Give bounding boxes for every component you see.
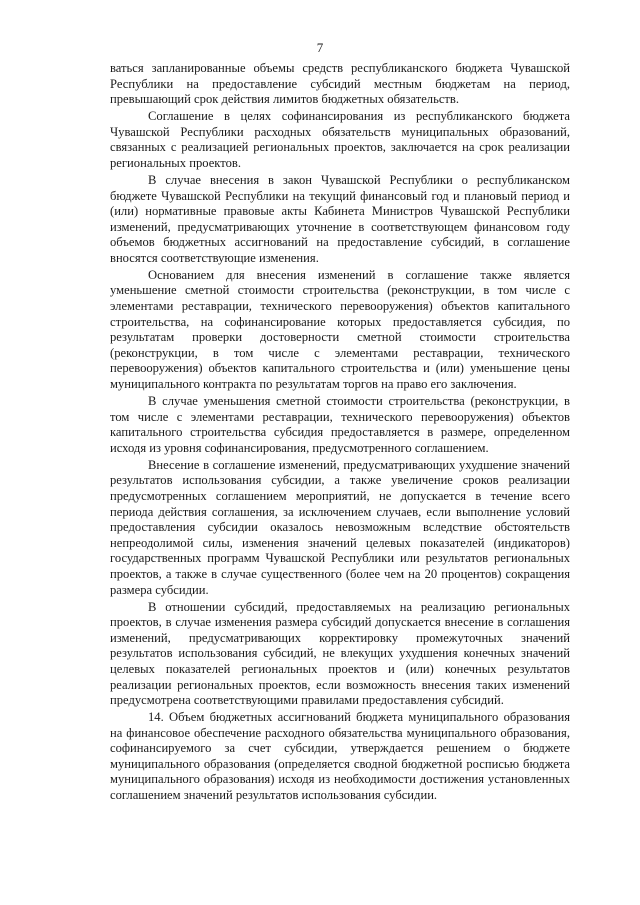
paragraph: В случае уменьшения сметной стоимости строительства (реконструкции, в том числе с элементами реставрации, технического перевооружения) объектов капитального строительства субсидия предоставляется в размере, определенном исходя из уровня софинансирования, предусмотренного соглашением.: [110, 394, 570, 455]
paragraph: Основанием для внесения изменений в соглашение также является уменьшение сметной стоимости строительства (реконструкции, в том числе с элементами реставрации, технического перевооружения) объектов капитального строительства, на софинансирование которых предоставляется субсидия, по результатам проверки достоверности сметной стоимости строительства (реконструкции, в том числе с элементами реставрации, технического перевооружения) объектов капитального строительства и (или) уменьшение цены муниципального контракта по результатам торгов на право его заключения.: [110, 267, 570, 392]
paragraph: 14. Объем бюджетных ассигнований бюджета муниципального образования на финансовое обеспечение расходного обязательства муниципального образования, софинансируемого за счет субсидии, утверждается решением о бюджете муниципального образования (определяется сводной бюджетной росписью бюджета муниципального образования) исходя из необходимости достижения установленных соглашением значений результатов использования субсидии.: [110, 710, 570, 803]
paragraph: Внесение в соглашение изменений, предусматривающих ухудшение значений результатов использования субсидии, а также увеличение сроков реализации предусмотренных соглашением мероприятий, не допускается в течение всего периода действия соглашения, за исключением случаев, если выполнение условий предоставления субсидии оказалось невозможным вследствие обстоятельств непреодолимой силы, изменения значений целевых показателей (индикаторов) государственных программ Чувашской Республики или результатов региональных проектов, а также в случае существенного (более чем на 20 процентов) сокращения размера субсидии.: [110, 457, 570, 597]
paragraph: В случае внесения в закон Чувашской Республики о республиканском бюджете Чувашской Республики на текущий финансовый год и плановый период и (или) нормативные правовые акты Кабинета Министров Чувашской Республики изменений, предусматривающих уточнение в соответствующем финансовом году объемов бюджетных ассигнований на предоставление субсидий, в соглашение вносятся соответствующие изменения.: [110, 172, 570, 265]
page-number: 7: [316, 40, 324, 55]
paragraph: В отношении субсидий, предоставляемых на реализацию региональных проектов, в случае изменения размера субсидий допускается внесение в соглашения изменений, предусматривающих корректировку промежуточных значений результатов использования субсидий, не влекущих ухудшения конечных значений целевых показателей региональных проектов и (или) конечных результатов реализации региональных проектов, если возможность внесения таких изменений предусмотрена соответствующими правилами предоставления субсидий.: [110, 599, 570, 708]
paragraph: Соглашение в целях софинансирования из республиканского бюджета Чувашской Республики расходных обязательств муниципальных образований, связанных с реализацией региональных проектов, заключается на срок реализации региональных проектов.: [110, 109, 570, 170]
paragraph: ваться запланированные объемы средств республиканского бюджета Чувашской Республики на предоставление субсидий местным бюджетам на период, превышающий срок действия лимитов бюджетных обязательств.: [110, 61, 570, 107]
document-body: [110, 61, 570, 805]
